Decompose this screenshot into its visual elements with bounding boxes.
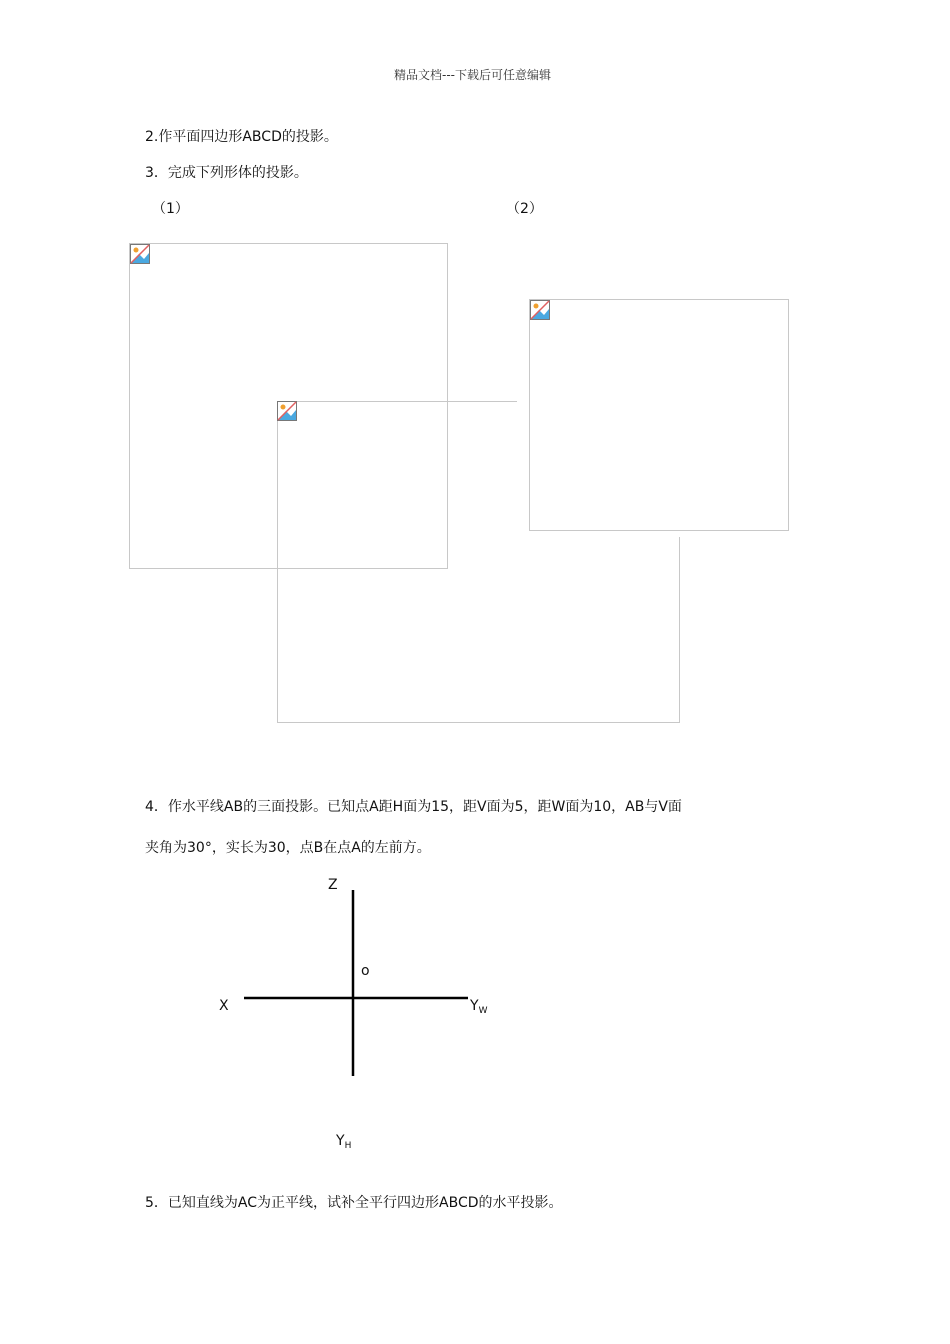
axis-label-yw: $Y_W$ [470, 998, 488, 1016]
axis-label-z: Z [328, 877, 338, 893]
question-2: 2.作平面四边形ABCD的投影。 [145, 129, 338, 145]
question-4-line-2: 夹角为30°，实长为30，点B在点A的左前方。 [145, 840, 431, 856]
subfigure-label-2: （2） [506, 201, 543, 217]
axis-label-x: X [219, 998, 229, 1014]
question-4-line-1: 4．作水平线AB的三面投影。已知点A距H面为15，距V面为5，距W面为10，AB与V面 [145, 799, 682, 815]
axis-label-yh: $Y_H$ [336, 1133, 352, 1151]
origin-label: o [361, 963, 370, 979]
subfigure-label-1: （1） [152, 201, 189, 217]
question-5: 5．已知直线为AC为正平线，试补全平行四边形ABCD的水平投影。 [145, 1195, 563, 1211]
question-3: 3．完成下列形体的投影。 [145, 165, 308, 181]
page-header: 精品文档---下载后可任意编辑 [394, 68, 551, 82]
